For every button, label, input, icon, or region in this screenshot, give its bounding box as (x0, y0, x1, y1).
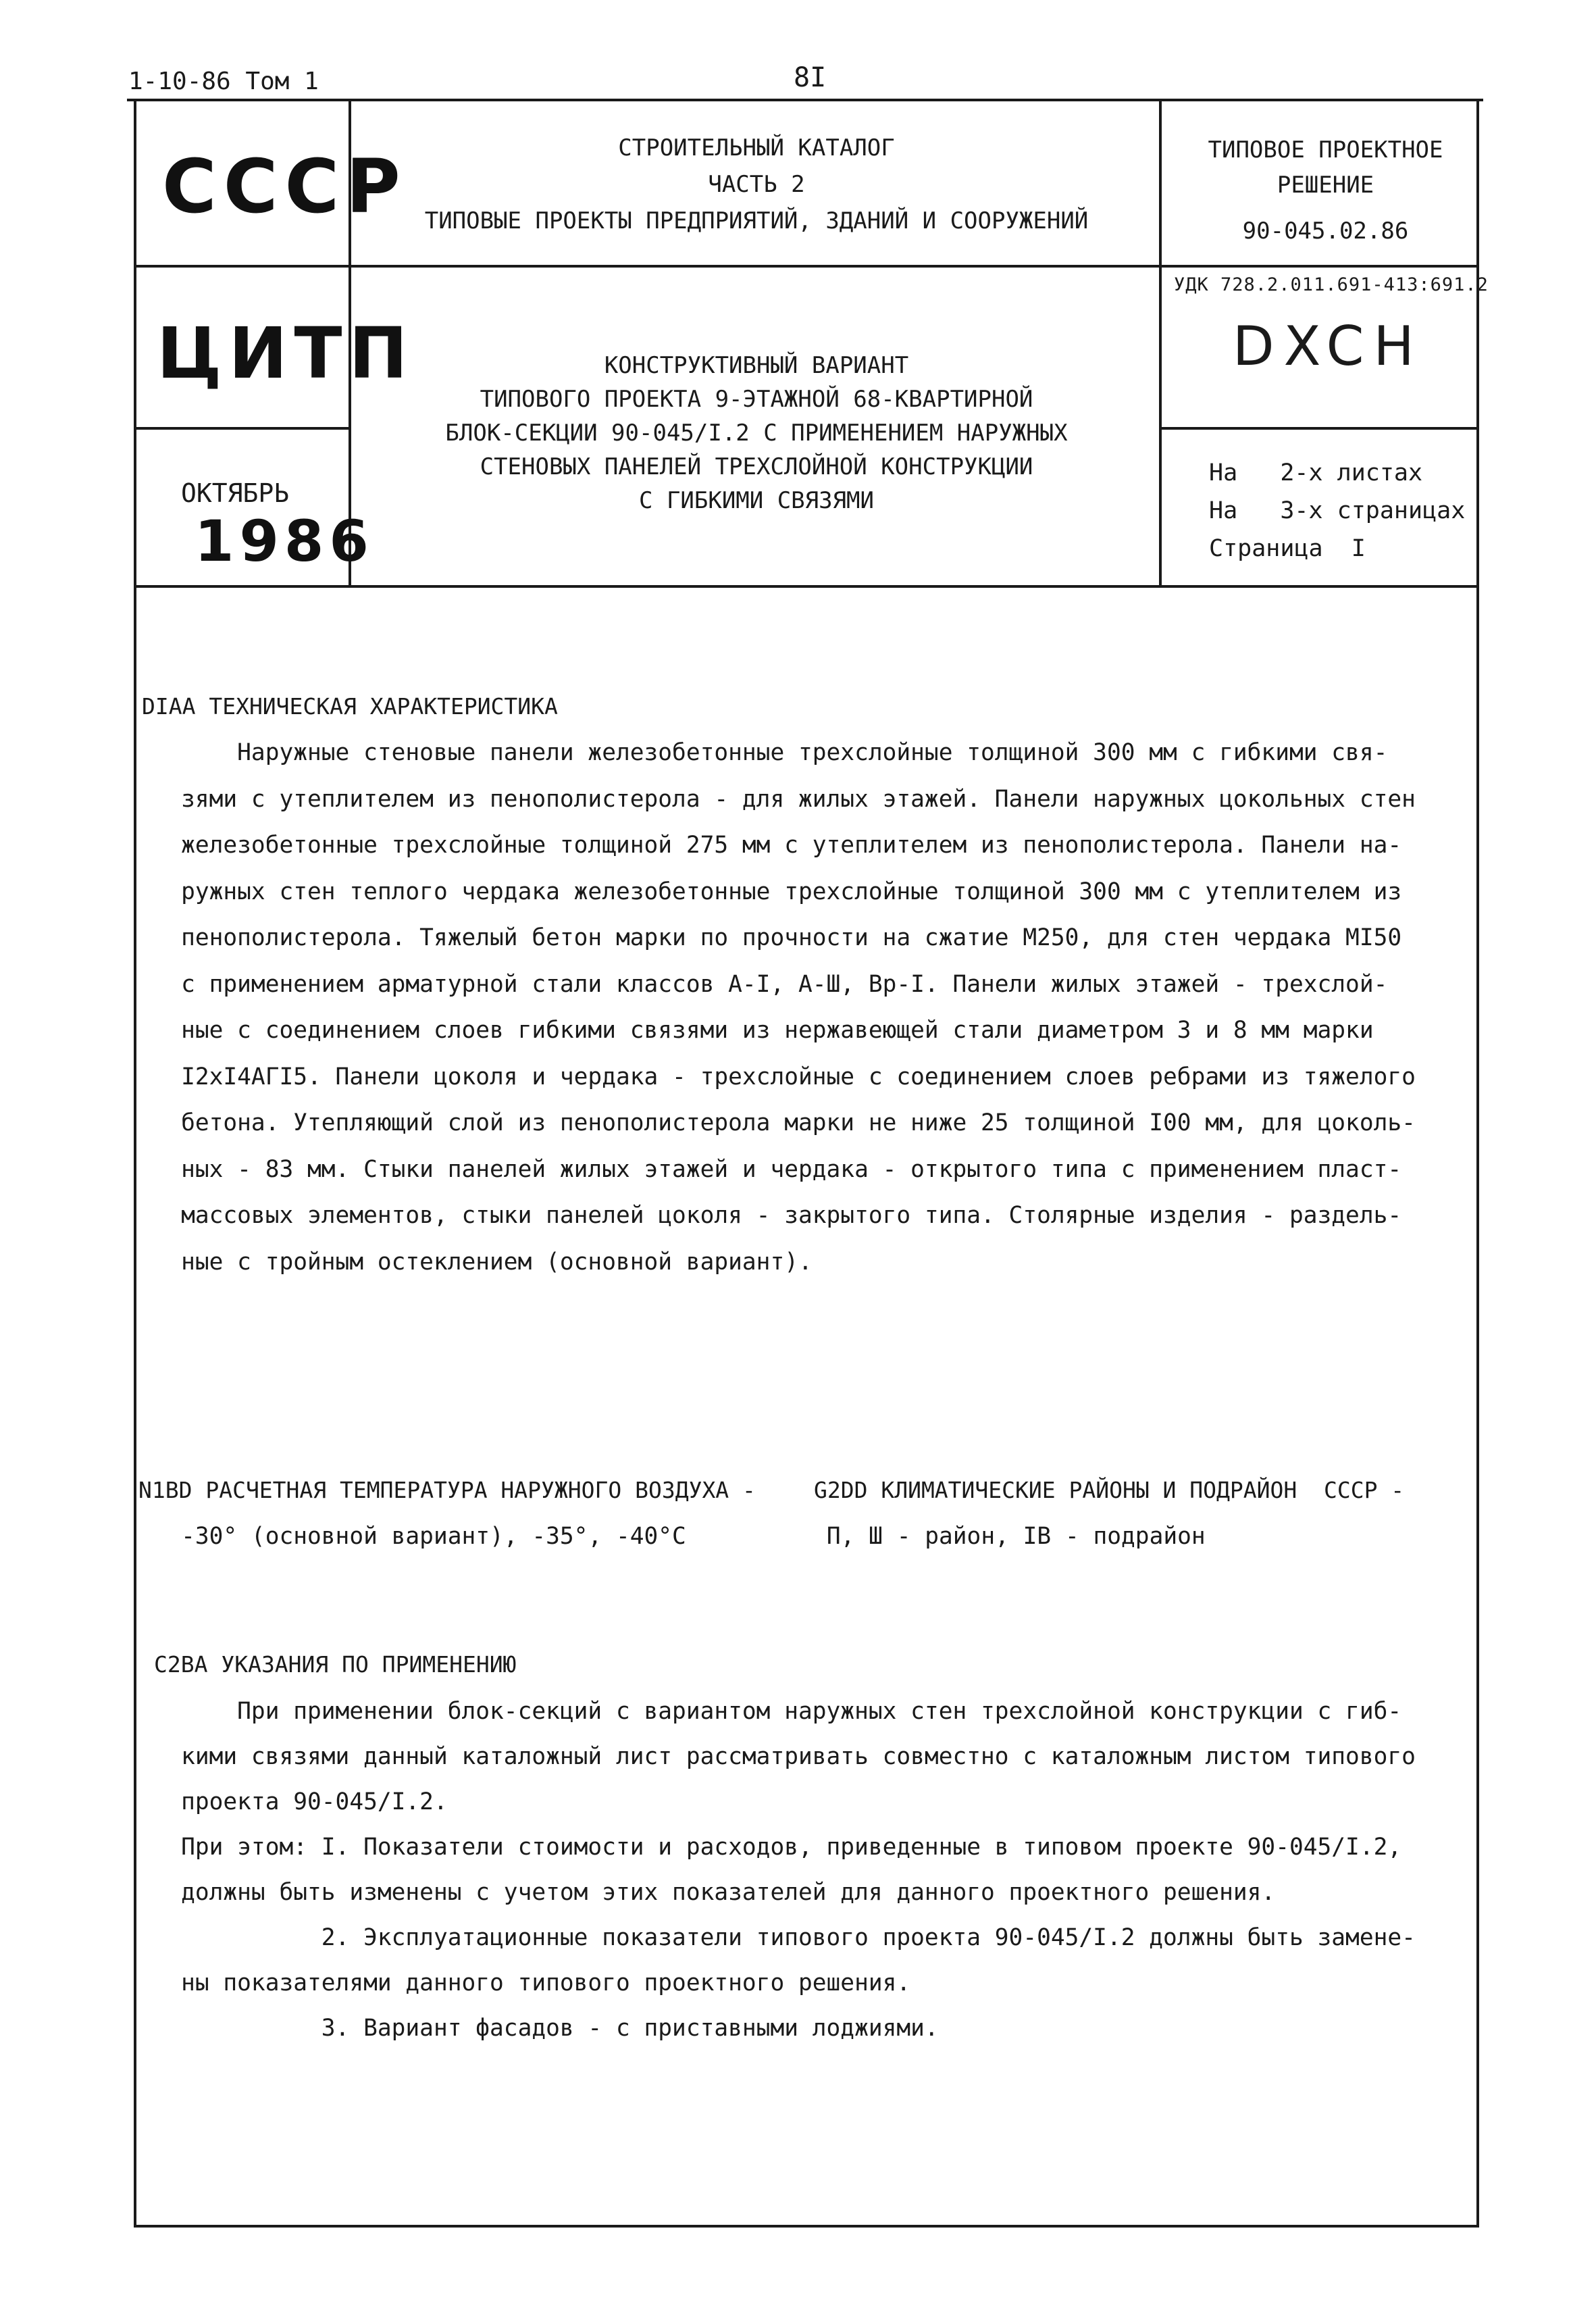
catalog-block (351, 130, 1162, 239)
usage-heading: C2BA УКАЗАНИЯ ПО ПРИМЕНЕНИЮ (154, 1651, 517, 1678)
technical-heading: DIAA ТЕХНИЧЕСКАЯ ХАРАКТЕРИСТИКА (142, 693, 558, 720)
text-line: зями с утеплителем из пенополистерола - для жилых этажей. Панели наружных цокольных стен (125, 785, 1416, 813)
frame-right-line (1476, 99, 1479, 2227)
text-line: с применением арматурной стали классов А-I, А-Ш, Вр-I. Панели жилых этажей - трехслой- (125, 970, 1388, 998)
text-line: При применении блок-секций с вариантом наружных стен трехслойной конструкции с гиб- (125, 1698, 1402, 1725)
usage-text (125, 1689, 1416, 2051)
divider-center-row (350, 265, 1160, 268)
frame-bottom-line (134, 2225, 1479, 2228)
divider-right-row (1160, 265, 1478, 268)
issue-month: ОКТЯБРЬ (181, 478, 290, 508)
classifier-code: DXCH (1233, 315, 1424, 378)
divider-left-row (134, 265, 350, 268)
text-line: пенополистерола. Тяжелый бетон марки по прочности на сжатие М250, для стен чердака МI50 (125, 924, 1402, 951)
text-line: должны быть изменены с учетом этих показателей для данного проектного решения. (125, 1879, 1276, 1906)
solution-code: 90-045.02.86 (1242, 218, 1409, 245)
climate-heading: G2DD КЛИМАТИЧЕСКИЕ РАЙОНЫ И ПОДРАЙОН СССР - (814, 1477, 1405, 1503)
catalog-subtitle: ТИПОВЫЕ ПРОЕКТЫ ПРЕДПРИЯТИЙ, ЗДАНИЙ И СООРУЖЕНИЙ (424, 207, 1089, 234)
sheets-count: На 2-х листах (1209, 459, 1423, 486)
divider-right-row-2 (1160, 427, 1478, 430)
text-line: проекта 90-045/I.2. (125, 1788, 448, 1815)
catalog-title: СТРОИТЕЛЬНЫЙ КАТАЛОГ (618, 134, 895, 161)
header-bottom-line (134, 585, 1479, 588)
project-title-line: ТИПОВОГО ПРОЕКТА 9-ЭТАЖНОЙ 68-КВАРТИРНОЙ (480, 386, 1033, 413)
text-line: ные с тройным остеклением (основной вариант). (125, 1248, 813, 1276)
citp-stamp: ЦИТП (157, 312, 415, 395)
text-line: массовых элементов, стыки панелей цоколя - закрытого типа. Столярные изделия - раздель- (125, 1202, 1402, 1229)
text-line: ных - 83 мм. Стыки панелей жилых этажей и чердака - открытого типа с применением пласт- (125, 1155, 1402, 1183)
divider-left-row-2 (134, 427, 350, 430)
text-line: 2. Эксплуатационные показатели типового проекта 90-045/I.2 должны быть замене- (125, 1924, 1416, 1951)
catalog-part: ЧАСТЬ 2 (708, 171, 805, 198)
text-line: кими связями данный каталожный лист рассматривать совместно с каталожным листом типового (125, 1743, 1416, 1770)
text-line: 3. Вариант фасадов - с приставными лоджиями. (125, 2015, 939, 2042)
text-line: I2хI4АГI5. Панели цоколя и чердака - трехслойные с соединением слоев ребрами из тяжелого (125, 1063, 1416, 1090)
technical-text (125, 730, 1416, 1285)
pages-count: На 3-х страницах (1209, 497, 1466, 524)
ussr-stamp: СССР (162, 143, 407, 230)
climate-value: П, Ш - район, IВ - подрайон (756, 1523, 1206, 1550)
text-line: ны показателями данного типового проектного решения. (125, 1969, 911, 1996)
solution-label: РЕШЕНИЕ (1277, 172, 1374, 199)
project-title-line: С ГИБКИМИ СВЯЗЯМИ (639, 487, 874, 514)
frame-top-line (127, 99, 1483, 101)
page-number: 8I (794, 62, 827, 93)
text-line: железобетонные трехслойные толщиной 275 мм с утеплителем из пенополистерола. Панели на- (125, 832, 1402, 859)
project-title-line: КОНСТРУКТИВНЫЙ ВАРИАНТ (604, 352, 909, 379)
text-line: Наружные стеновые панели железобетонные трехслойные толщиной 300 мм с гибкими свя- (125, 739, 1388, 766)
solution-block (1165, 132, 1486, 249)
sheet-info (1209, 454, 1465, 568)
temperature-heading: N1BD РАСЧЕТНАЯ ТЕМПЕРАТУРА НАРУЖНОГО ВОЗДУХА - (138, 1477, 756, 1503)
issue-year: 1986 (195, 508, 374, 574)
udk-code: УДК 728.2.011.691-413:691.2 (1174, 274, 1489, 295)
current-page: Страница I (1209, 535, 1366, 562)
project-title-line: БЛОК-СЕКЦИИ 90-045/I.2 С ПРИМЕНЕНИЕМ НАРУЖНЫХ (445, 420, 1068, 447)
series-reference: 1-10-86 Том 1 (128, 68, 319, 95)
project-title (351, 349, 1162, 518)
text-line: При этом: I. Показатели стоимости и расходов, приведенные в типовом проекте 90-045/I.2, (125, 1834, 1402, 1861)
text-line: ные с соединением слоев гибкими связями из нержавеющей стали диаметром 3 и 8 мм марки (125, 1017, 1374, 1044)
text-line: бетона. Утепляющий слой из пенополистерола марки не ниже 25 толщиной I00 мм, для цоколь- (125, 1109, 1416, 1136)
text-line: ружных стен теплого чердака железобетонные трехслойные толщиной 300 мм с утеплителем из (125, 878, 1402, 905)
temperature-value: -30° (основной вариант), -35°, -40°С (125, 1523, 686, 1550)
solution-type: ТИПОВОЕ ПРОЕКТНОЕ (1208, 136, 1443, 164)
project-title-line: СТЕНОВЫХ ПАНЕЛЕЙ ТРЕХСЛОЙНОЙ КОНСТРУКЦИИ (480, 453, 1033, 480)
